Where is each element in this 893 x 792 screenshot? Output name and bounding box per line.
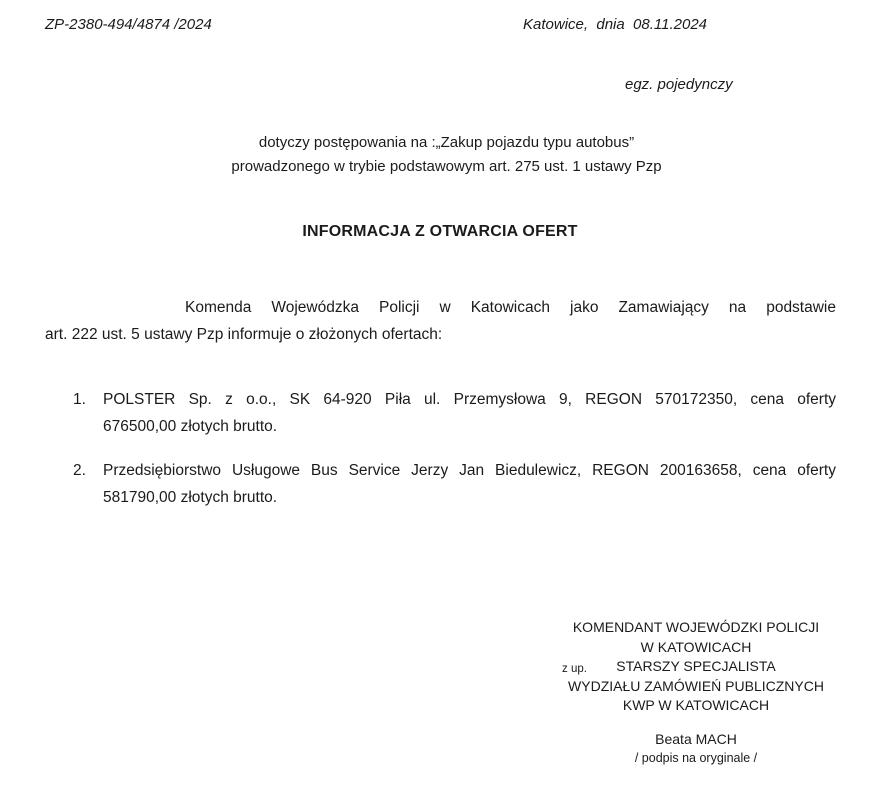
reference-number: ZP-2380-494/4874 /2024: [45, 16, 212, 33]
subject-block: [0, 131, 893, 179]
subject-line-2: prowadzonego w trybie podstawowym art. 275 ust. 1 ustawy Pzp: [231, 158, 662, 175]
intro-paragraph: [45, 294, 836, 348]
signer-org-line-2: W KATOWICACH: [640, 638, 752, 655]
signer-position-line-2: WYDZIAŁU ZAMÓWIEŃ PUBLICZNYCH: [568, 677, 824, 694]
por-authorization-label: z up.: [562, 663, 587, 675]
copy-note: egz. pojedynczy: [625, 76, 733, 93]
offer-text: [103, 386, 836, 440]
offer-text-line-2: 581790,00 złotych brutto.: [103, 489, 278, 506]
signature-on-original-note: / podpis na oryginale /: [634, 751, 758, 765]
document-title: INFORMACJA Z OTWARCIA OFERT: [302, 223, 578, 240]
signature-block: [540, 618, 852, 769]
offer-text-line-1: Przedsiębiorstwo Usługowe Bus Service Jerzy Jan Biedulewicz, REGON 200163658, cena oferty: [103, 462, 836, 479]
offer-number: 1.: [73, 391, 86, 408]
signer-position-line-3: KWP W KATOWICACH: [622, 697, 770, 713]
subject-line-1: dotyczy postępowania na :„Zakup pojazdu typu autobus”: [258, 134, 635, 151]
signer-name: Beata MACH: [655, 730, 737, 747]
offer-item-1: [73, 386, 836, 440]
intro-line-2: art. 222 ust. 5 ustawy Pzp informuje o złożonych ofertach:: [45, 326, 443, 343]
intro-line-1: Komenda Wojewódzka Policji w Katowicach jako Zamawiający na podstawie: [185, 299, 836, 316]
offer-text: [103, 457, 836, 511]
offer-item-2: [73, 457, 836, 511]
place-and-date: Katowice, dnia 08.11.2024: [523, 16, 708, 33]
offer-text-line-1: POLSTER Sp. z o.o., SK 64-920 Piła ul. Przemysłowa 9, REGON 570172350, cena oferty: [103, 391, 836, 408]
signer-position-line-1: STARSZY SPECJALISTA: [616, 658, 776, 674]
signer-org-line-1: KOMENDANT WOJEWÓDZKI POLICJI: [572, 619, 820, 635]
signer-position-row: [540, 657, 852, 677]
offer-number: 2.: [73, 462, 86, 479]
offer-text-line-2: 676500,00 złotych brutto.: [103, 418, 278, 435]
offers-list: [73, 386, 836, 528]
